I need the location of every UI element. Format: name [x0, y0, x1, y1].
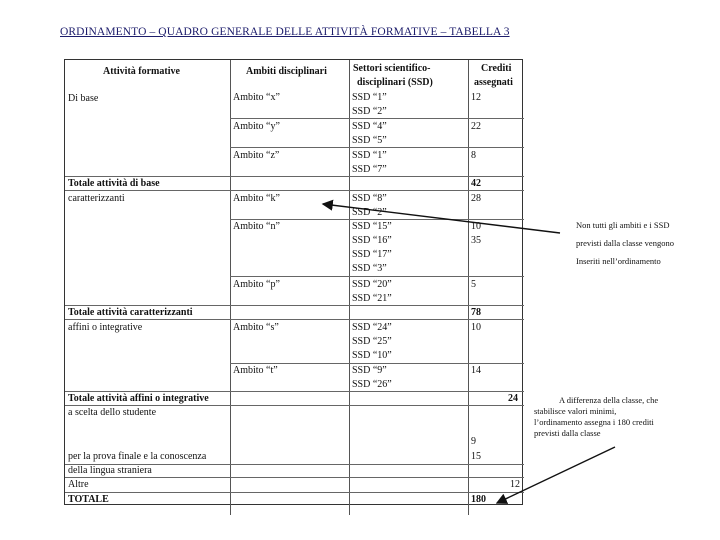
ambito-y: Ambito “y”	[233, 121, 280, 132]
crediti-cell: 35	[471, 235, 481, 246]
arrow-to-ambiti	[323, 204, 560, 233]
ssd-cell: SSD “10”	[352, 350, 392, 361]
ssd-cell: SSD “24”	[352, 322, 392, 333]
label-totale-affini: Totale attività affini o integrative	[68, 393, 209, 404]
label-totale-base: Totale attività di base	[68, 178, 160, 189]
note-ssd-line: Non tutti gli ambiti e i SSD	[576, 220, 670, 230]
note-crediti-line: l’ordinamento assegna i 180 crediti	[534, 417, 654, 427]
header-crediti-2: assegnati	[474, 77, 513, 88]
ambito-n: Ambito “n”	[233, 221, 280, 232]
header-attivita: Attività formative	[103, 66, 180, 77]
ssd-cell: SSD “1”	[352, 150, 387, 161]
ssd-cell: SSD “2”	[352, 207, 387, 218]
label-di-base: Di base	[68, 93, 99, 104]
note-crediti-line: previsti dalla classe	[534, 428, 601, 438]
header-settori-2: disciplinari (SSD)	[357, 77, 433, 88]
ambito-k: Ambito “k”	[233, 193, 280, 204]
crediti-cell: 9	[471, 436, 476, 447]
note-crediti-line: stabilisce valori minimi,	[534, 406, 617, 416]
ssd-cell: SSD “3”	[352, 263, 387, 274]
ssd-cell: SSD “21”	[352, 293, 392, 304]
crediti-cell: 12	[471, 92, 481, 103]
ssd-cell: SSD “4”	[352, 121, 387, 132]
header-ambiti: Ambiti disciplinari	[246, 66, 327, 77]
crediti-cell: 78	[471, 307, 481, 318]
crediti-cell: 14	[471, 365, 481, 376]
ssd-cell: SSD “26”	[352, 379, 392, 390]
label-altre: Altre	[68, 479, 89, 490]
ssd-cell: SSD “20”	[352, 279, 392, 290]
crediti-cell: 5	[471, 279, 476, 290]
label-prova-1: per la prova finale e la conoscenza	[68, 451, 207, 462]
label-caratterizzanti: caratterizzanti	[68, 193, 125, 204]
note-ssd-line: Inseriti nell’ordinamento	[576, 256, 661, 266]
ambito-x: Ambito “x”	[233, 92, 280, 103]
page-title: ORDINAMENTO – QUADRO GENERALE DELLE ATTIVITÀ FORMATIVE – TABELLA 3	[60, 26, 510, 38]
ssd-cell: SSD “2”	[352, 106, 387, 117]
header-crediti-1: Crediti	[481, 63, 512, 74]
crediti-cell: 12	[510, 479, 520, 490]
ambito-s: Ambito “s”	[233, 322, 279, 333]
crediti-cell: 180	[471, 494, 486, 505]
crediti-cell: 10	[471, 221, 481, 232]
ssd-cell: SSD “16”	[352, 235, 392, 246]
ssd-cell: SSD “17”	[352, 249, 392, 260]
label-prova-2: della lingua straniera	[68, 465, 152, 476]
ambito-t: Ambito “t”	[233, 365, 278, 376]
ssd-cell: SSD “15”	[352, 221, 392, 232]
arrow-to-totale	[497, 447, 615, 503]
label-scelta: a scelta dello studente	[68, 407, 157, 418]
crediti-cell: 42	[471, 178, 481, 189]
crediti-cell: 8	[471, 150, 476, 161]
ssd-cell: SSD “8”	[352, 193, 387, 204]
ambito-p: Ambito “p”	[233, 279, 280, 290]
ambito-z: Ambito “z”	[233, 150, 280, 161]
crediti-cell: 22	[471, 121, 481, 132]
note-ssd-line: previsti dalla classe vengono	[576, 238, 674, 248]
crediti-cell: 28	[471, 193, 481, 204]
label-totale: TOTALE	[68, 494, 109, 505]
ssd-cell: SSD “5”	[352, 135, 387, 146]
note-crediti-line: A differenza della classe, che	[559, 395, 659, 405]
crediti-cell: 24	[508, 393, 518, 404]
ssd-cell: SSD “9”	[352, 365, 387, 376]
label-affini: affini o integrative	[68, 322, 143, 333]
crediti-cell: 10	[471, 322, 481, 333]
ssd-cell: SSD “7”	[352, 164, 387, 175]
ssd-cell: SSD “1”	[352, 92, 387, 103]
header-settori-1: Settori scientifico-	[353, 63, 431, 74]
crediti-cell: 15	[471, 451, 481, 462]
ssd-cell: SSD “25”	[352, 336, 392, 347]
label-totale-caratterizzanti: Totale attività caratterizzanti	[68, 307, 193, 318]
